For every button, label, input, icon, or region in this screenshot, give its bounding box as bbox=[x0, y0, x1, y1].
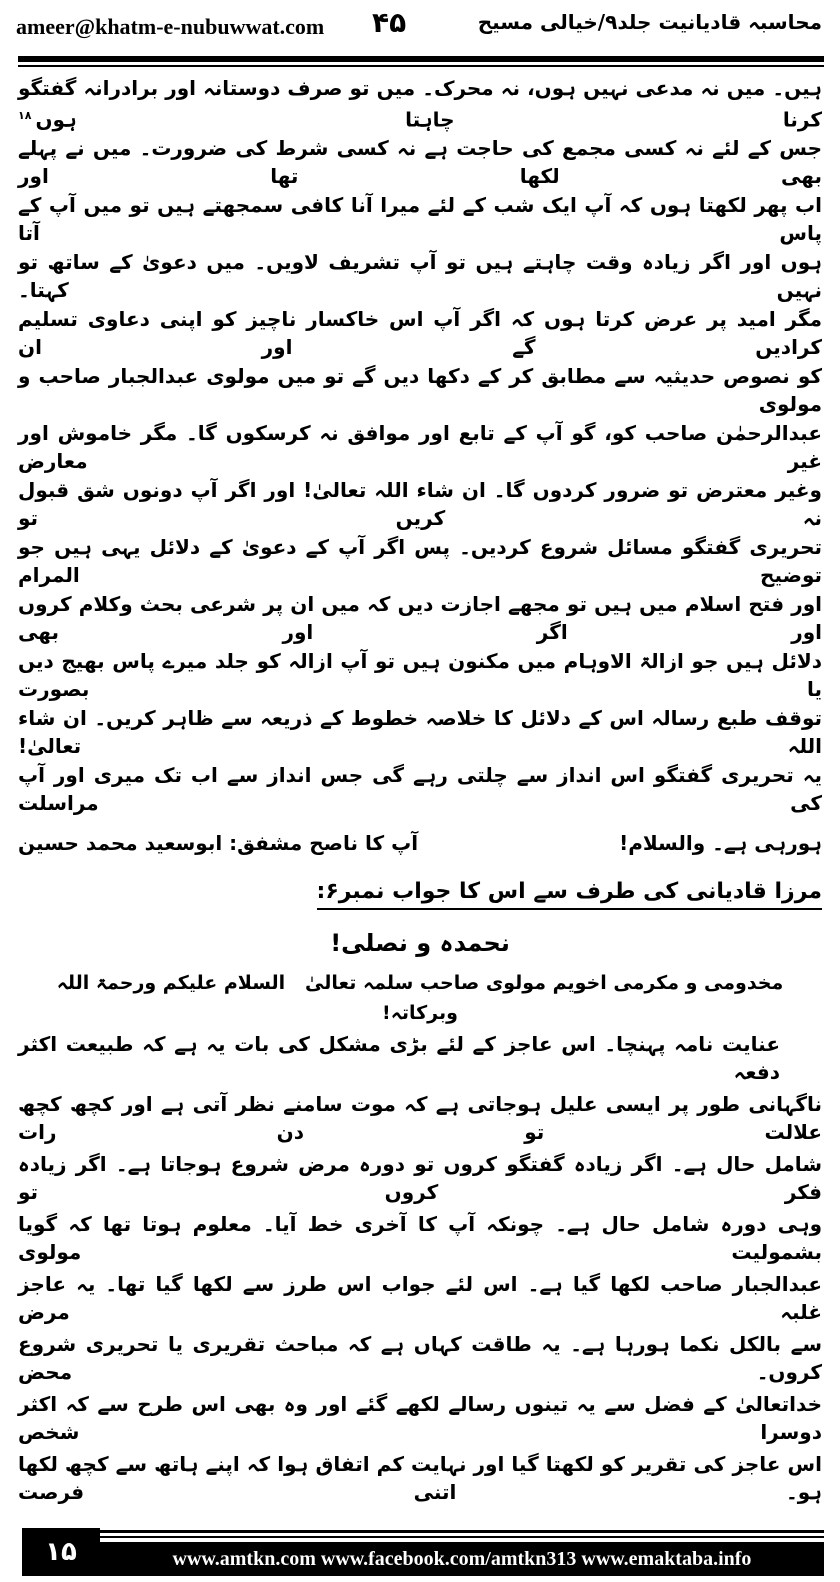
text-line-content: مگر امید پر عرض کرتا ہوں کہ اگر آپ اس خاکسار ناچیز کو اپنی دعاوی تسلیم کرادیں گے اور ان bbox=[18, 307, 822, 360]
text-line bbox=[18, 191, 822, 248]
text-line bbox=[18, 761, 822, 818]
header-rule-thick bbox=[18, 56, 824, 62]
text-line-content: اب پھر لکھتا ہوں کہ آپ ایک شب کے لئے میرا آنا کافی سمجھتے ہیں تو میں آپ کے پاس آتا bbox=[18, 193, 822, 246]
text-line bbox=[18, 134, 822, 191]
page-footer bbox=[0, 1522, 840, 1582]
text-line-content: سے بالکل نکما ہورہا ہے۔ یہ طاقت کہاں ہے کہ مباحث تقریری یا تحریری شروع کروں۔ محض bbox=[18, 1331, 822, 1384]
text-line-content: عنایت نامہ پہنچا۔ اس عاجز کے لئے بڑی مشکل کی بات یہ ہے کہ طبیعت اکثر دفعہ bbox=[18, 1031, 780, 1084]
footer-rule bbox=[100, 1536, 824, 1538]
text-line bbox=[18, 476, 822, 533]
footer-page-number: ۱۵ bbox=[22, 1528, 100, 1576]
text-line bbox=[18, 1268, 822, 1328]
footer-links: www.amtkn.com www.facebook.com/amtkn313 www.emaktaba.info bbox=[100, 1542, 824, 1576]
text-line bbox=[18, 1448, 822, 1508]
salutation: مخدومی و مکرمی اخویم مولوی صاحب سلمہ تعالیٰ السلام علیکم ورحمۃ اللہ وبرکاتہ! bbox=[50, 971, 784, 1024]
text-line bbox=[18, 704, 822, 761]
text-line-content: ہیں۔ میں نہ مدعی نہیں ہوں، نہ محرک۔ میں تو صرف دوستانہ اور برادرانہ گفتگو کرنا چاہتا ہوں bbox=[18, 76, 822, 132]
text-line-content: وغیر معترض تو ضرور کردوں گا۔ ان شاء اللہ تعالیٰ! اور اگر آپ دونوں شق قبول نہ کریں تو bbox=[18, 478, 822, 531]
text-line-content: دلائل ہیں جو ازالۃ الاوہام میں مکنون ہیں تو آپ ازالہ کو جلد میرے پاس بھیج دیں یا بصورت bbox=[18, 649, 822, 702]
text-line-content: اور فتح اسلام میں ہیں تو مجھے اجازت دیں کہ میں ان پر شرعی بحث وکلام کروں اور اگر اور بھی bbox=[18, 592, 822, 645]
text-line-content: عبدالرحمٰن صاحب کو، گو آپ کے تابع اور موافق نہ کرسکوں گا۔ مگر خاموش اور غیر معارض bbox=[18, 421, 822, 474]
text-line bbox=[18, 362, 822, 419]
text-line-content: توقف طبع رسالہ اس کے دلائل کا خلاصہ خطوط کے ذریعہ سے ظاہر کریں۔ ان شاء اللہ تعالیٰ! bbox=[18, 706, 823, 759]
invocation: نحمدہ و نصلی! bbox=[330, 928, 510, 957]
text-line bbox=[18, 1388, 822, 1448]
text-line-content: یہ تحریری گفتگو اس انداز سے چلتی رہے گی جس انداز سے اب تک میری اور آپ کی مراسلت bbox=[18, 763, 822, 816]
closing-text: ہورہی ہے۔ والسلام! bbox=[619, 830, 822, 855]
reply-heading: مرزا قادیانی کی طرف سے اس کا جواب نمبر۶: bbox=[317, 876, 823, 910]
text-line-content: تحریری گفتگو مسائل شروع کردیں۔ پس اگر آپ کے دعویٰ کے دلائل یہی ہیں جو توضیح المرام bbox=[18, 535, 822, 588]
section1-body bbox=[18, 74, 822, 868]
text-line-content: عبدالجبار صاحب لکھا گیا ہے۔ اس لئے جواب اس طرز سے لکھا گیا تھا۔ یہ عاجز غلبہ مرض bbox=[18, 1271, 822, 1324]
text-line-content: وہی دورہ شامل حال ہے۔ چونکہ آپ کا آخری خط آیا۔ معلوم ہوتا تھا کہ گویا بشمولیت مولوی bbox=[18, 1211, 822, 1264]
text-line-content: ناگہانی طور پر ایسی علیل ہوجاتی ہے کہ موت سامنے نظر آتی ہے اور کچھ کچھ علالت تو دن رات bbox=[18, 1091, 822, 1144]
text-line-content: جس کے لئے نہ کسی مجمع کی حاجت ہے نہ کسی شرط کی ضرورت۔ میں نے پہلے بھی لکھا تھا اور bbox=[18, 136, 822, 189]
text-line-content: کو نصوص حدیثیہ سے مطابق کر کے دکھا دیں گے تو میں مولوی عبدالجبار صاحب و مولوی bbox=[18, 364, 822, 417]
footnote-marker: ۱۸ bbox=[18, 109, 32, 122]
text-line-content: خداتعالیٰ کے فضل سے یہ تینوں رسالے لکھے گئے اور وہ بھی اس طرح سے کہ اکثر دوسرا شخص bbox=[18, 1391, 822, 1444]
text-line-content: ہوں اور اگر زیادہ وقت چاہتے ہیں تو آپ تشریف لاویں۔ میں دعویٰ کے ساتھ تو نہیں کہتا۔ bbox=[18, 250, 822, 303]
header-book-title: محاسبہ قادیانیت جلد۹/خیالی مسیح bbox=[477, 10, 822, 34]
page-header bbox=[0, 0, 840, 74]
text-line bbox=[18, 1148, 822, 1208]
text-line bbox=[18, 647, 822, 704]
footer-rule bbox=[100, 1530, 824, 1533]
section2-body bbox=[18, 1028, 822, 1508]
header-page-number: ۴۵ bbox=[372, 6, 407, 39]
closing-row bbox=[18, 818, 822, 868]
header-rule-thin bbox=[18, 65, 824, 67]
header-email: ameer@khatm-e-nubuwwat.com bbox=[16, 14, 325, 39]
page-body bbox=[0, 74, 840, 1508]
text-line bbox=[18, 533, 822, 590]
text-line bbox=[18, 74, 822, 134]
text-line bbox=[18, 1088, 822, 1148]
text-line bbox=[18, 305, 822, 362]
text-line bbox=[18, 1028, 822, 1088]
text-line bbox=[18, 1208, 822, 1268]
text-line bbox=[18, 248, 822, 305]
reply-heading-row bbox=[18, 868, 822, 918]
text-line bbox=[18, 419, 822, 476]
signature: آپ کا ناصح مشفق: ابوسعید محمد حسین bbox=[18, 830, 419, 855]
text-line bbox=[18, 590, 822, 647]
text-line bbox=[18, 1328, 822, 1388]
text-line-content: شامل حال ہے۔ اگر زیادہ گفتگو کروں تو دورہ مرض شروع ہوجاتا ہے۔ اگر زیادہ فکر کروں تو bbox=[18, 1151, 822, 1204]
text-line-content: اس عاجز کی تقریر کو لکھتا گیا اور نہایت کم اتفاق ہوا کہ اپنے ہاتھ سے کچھ لکھا ہو۔ اتنی فرصت bbox=[18, 1451, 822, 1504]
